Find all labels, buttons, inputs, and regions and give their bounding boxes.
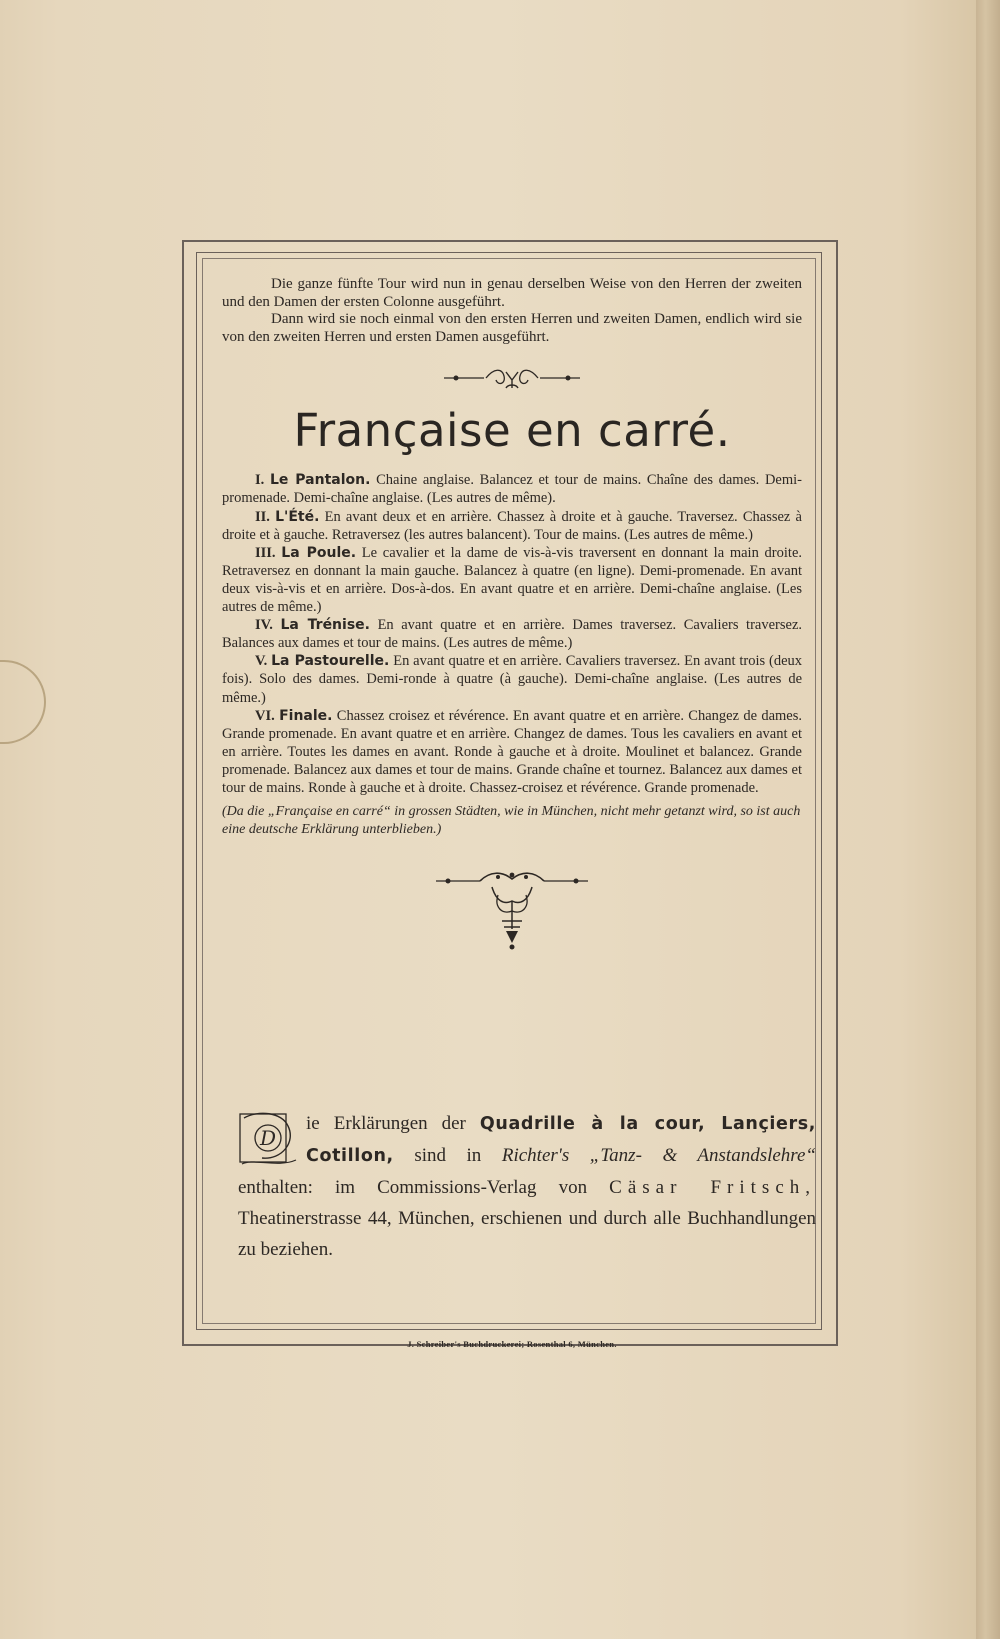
advert-line-3 — [238, 1172, 816, 1203]
page-edge — [976, 0, 1000, 1639]
initial-letter: D — [259, 1126, 277, 1150]
figure-text: En avant quatre et en arrière. Dames traversez. Cavaliers traversez. Balances aux dames et tour de mains. (Les autres de même.) — [222, 617, 803, 652]
figure-5 — [222, 652, 802, 706]
intro-paragraph-1: Die ganze fünfte Tour wird nun in genau derselben Weise von den Herren der zweiten und den Damen der ersten Colonne ausgeführt. — [222, 276, 802, 310]
italic-note: (Da die „Française en carré“ in grossen Städten, wie in München, nicht mehr getanzt wird, so ist auch eine deutsche Erklärung unterblieben.) — [222, 804, 801, 838]
advert-highlight: Cotillon, — [306, 1146, 394, 1166]
flourish-icon — [442, 366, 582, 392]
printer-imprint: J. Schreiber's Buchdruckerei; Rosenthal 6, München. — [407, 1339, 617, 1349]
figure-number: IV. — [255, 617, 273, 634]
decorated-initial-icon — [238, 1108, 300, 1168]
figure-name: La Poule. — [281, 544, 357, 561]
figure-number: I. — [255, 472, 265, 489]
figure-name: Le Pantalon. — [269, 472, 371, 489]
figure-4 — [222, 616, 802, 652]
page-tab-notch — [0, 660, 46, 744]
advert-text: Theatinerstrasse 44, München, erschienen und durch alle Buchhandlungen zu beziehen. — [238, 1208, 816, 1260]
advert-line-2 — [238, 1140, 816, 1172]
advert-text: sind in — [414, 1145, 482, 1166]
figure-name: La Trénise. — [280, 617, 370, 634]
advert-text: ie Erklärungen der — [306, 1113, 466, 1134]
figure-2 — [222, 508, 802, 544]
figure-6 — [222, 707, 802, 797]
figure-text: En avant quatre et en arrière. Cavaliers traversez. En avant trois (deux fois). Solo des dames. Demi-ronde à quatre (à gauche). Demi-chaîne anglaise. (Les autres de même.) — [222, 653, 803, 706]
vignette-icon — [432, 871, 592, 951]
advertisement-block — [238, 1108, 816, 1265]
figure-text: Chassez croisez et révérence. En avant quatre et en arrière. Changez de dames. Grande promenade. En avant quatre et en arrière. Changez de dames. Tous les cavaliers en avant et en arrière. Toutes les dames en avant. Ronde à gauche et à droite. Moulinet et balancez. Grande promenade. Balancez aux dames et tour de mains. Grande chaîne et tournez. Balancez aux dames et tour de mains. Ronde à gauche et à droite. Chassez-croisez et révérence. Grande promenade. — [222, 707, 803, 796]
advert-book-title: Richter's „Tanz- & Anstandslehre“ — [501, 1145, 816, 1166]
advert-highlight: Quadrille à la cour, Lançiers, — [479, 1114, 816, 1134]
vignette-ornament-icon — [222, 871, 802, 956]
intro-paragraph-2: Dann wird sie noch einmal von den ersten Herren und zweiten Damen, endlich wird sie von den zweiten Herren und ersten Damen ausgeführt. — [222, 311, 802, 345]
figure-number: VI. — [255, 707, 275, 724]
figure-text: Le cavalier et la dame de vis-à-vis traversent en donnant la main droite. Retraversez en donnant la main gauche. Balancez à quatre (en ligne). Demi-promenade. En avant deux vis-à-vis et en arrière. Dos-à-dos. En avant quatre et en arrière. Demi-chaîne anglaise. (Les autres de même.) — [222, 544, 803, 616]
figure-number: II. — [255, 508, 270, 525]
advert-text: enthalten: im Commissions-Verlag von — [238, 1177, 588, 1198]
figure-text: Chaine anglaise. Balancez et tour de mains. Chaîne des dames. Demi-promenade. Demi-chaîne anglaise. (Les autres de même). — [222, 472, 803, 507]
figure-name: La Pastourelle. — [271, 653, 390, 670]
ornament-divider-icon — [222, 366, 802, 392]
figure-name: L'Été. — [275, 508, 320, 525]
advert-line-1 — [238, 1108, 816, 1140]
figure-number: III. — [255, 544, 276, 561]
page-title: Française en carré. — [293, 404, 731, 458]
text-column — [222, 276, 802, 956]
figure-1 — [222, 471, 802, 507]
advert-line-4 — [238, 1203, 816, 1265]
figure-text: En avant deux et en arrière. Chassez à droite et à gauche. Traversez. Chassez à droite et à gauche. Retraversez (les autres balancent). Tour de mains. (Les autres de même.) — [222, 508, 802, 543]
figure-3 — [222, 544, 802, 616]
figure-name: Finale. — [279, 707, 333, 724]
figure-number: V. — [255, 653, 268, 670]
advert-publisher: Cäsar Fritsch, — [609, 1177, 817, 1198]
